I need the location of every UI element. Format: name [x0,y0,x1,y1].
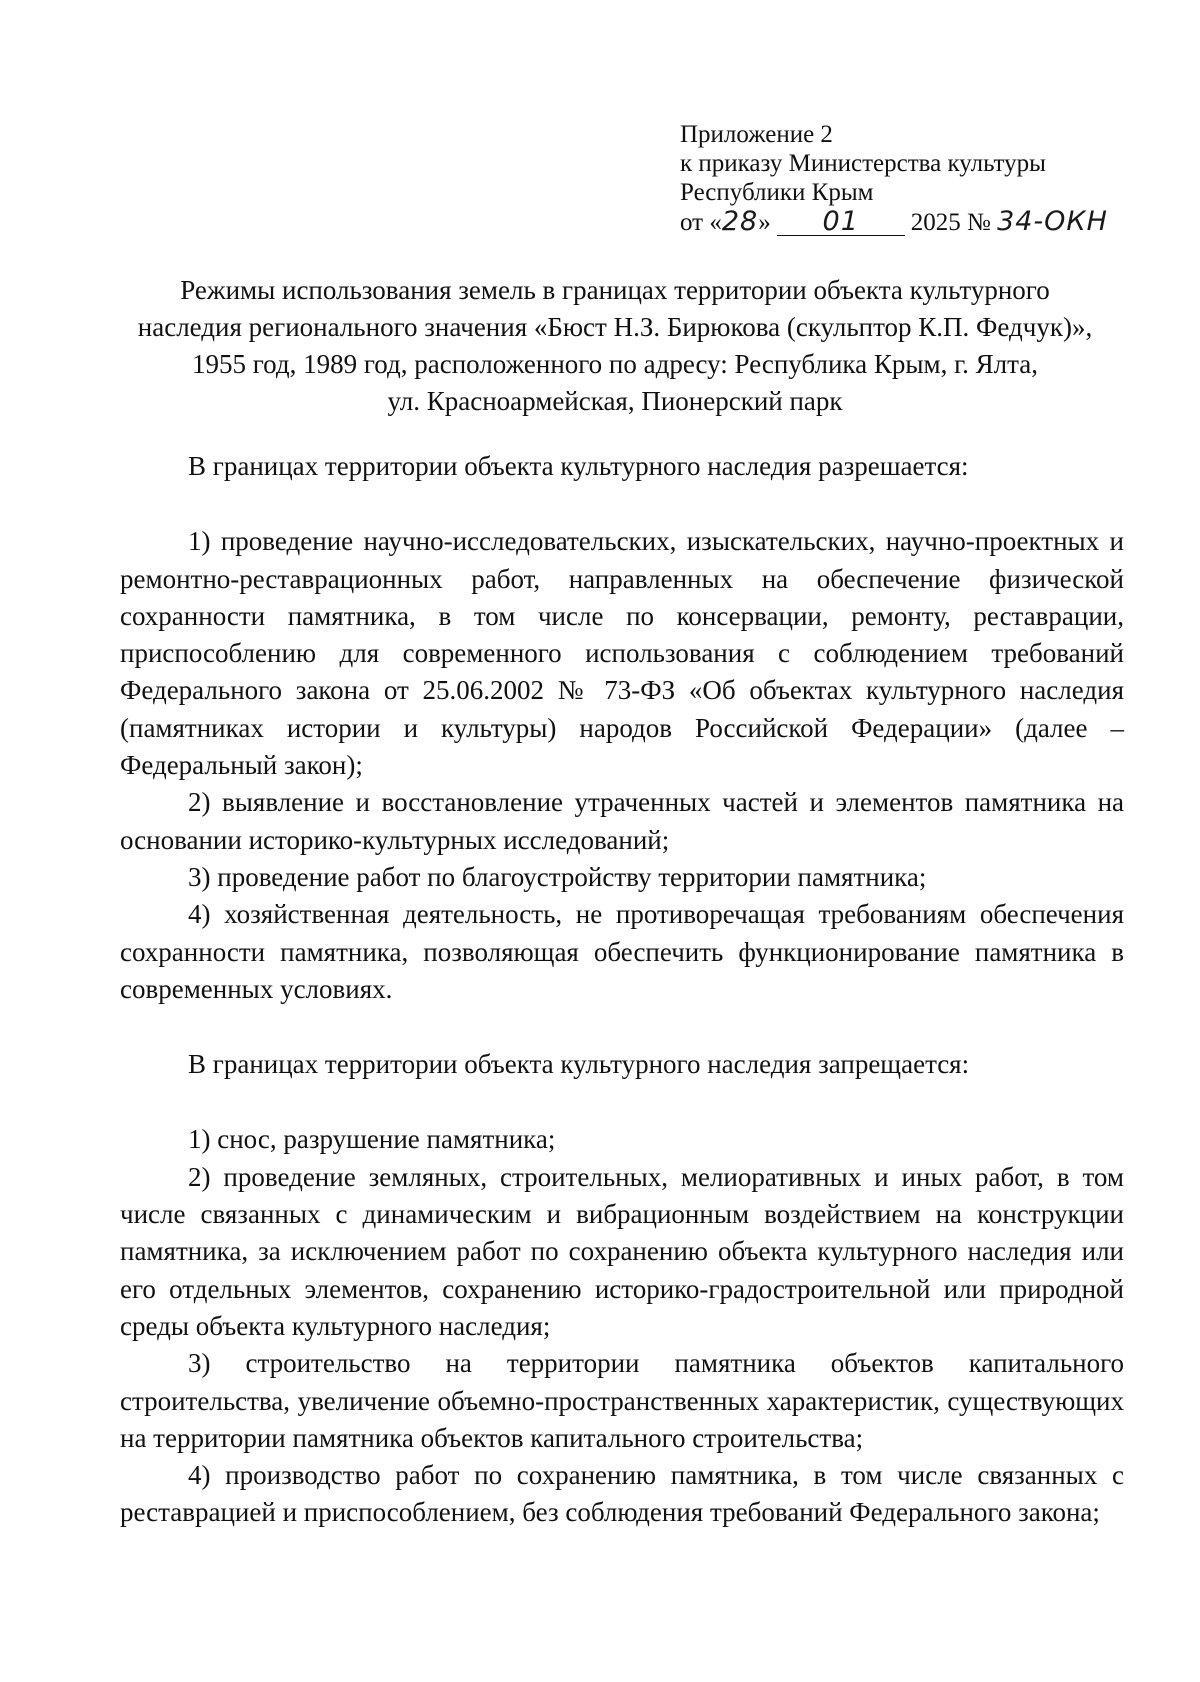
appendix-label: Приложение 2 [680,121,833,148]
title-line: Режимы использования земель в границах территории объекта культурного [180,275,1050,305]
allowed-item: 1) проведение научно-исследовательских, изыскательских, научно-проектных и ремонтно-реставрационных работ, направленных на обеспечение физической сохранности памятника, в том числе по консервации, ремонту, реставрации, приспособлению для современного использования с соблюдением требований Федерального закона от 25.06.2002 № 73-ФЗ «Об объектах культурного наследия (памятниках истории и культуры) народов Российской Федерации» (далее – Федеральный закон); [120,526,1124,781]
republic-name: Республики Крым [680,179,874,206]
document-body [120,448,1124,1532]
date-year: 2025 № [910,209,991,236]
date-quote-close: » [758,209,771,236]
forbidden-item: 2) проведение земляных, строительных, мелиоративных и иных работ, в том числе связанных с динамическим и вибрационным воздействием на конструкции памятника, за исключением работ по сохранению объекта культурного наследия или его отдельных элементов, сохранению историко-градостроительной или природной среды объекта культурного наследия; [120,1161,1124,1341]
order-reference: к приказу Министерства культуры [680,150,1046,177]
date-day-handwritten: 28 [721,206,759,237]
title-line: 1955 год, 1989 год, расположенного по адресу: Республика Крым, г. Ялта, [192,349,1038,379]
allowed-item: 2) выявление и восстановление утраченных частей и элементов памятника на основании историко-культурных исследований; [120,787,1124,855]
appendix-header [680,120,1140,237]
title-line: наследия регионального значения «Бюст Н.З. Бирюкова (скульптор К.П. Федчук)», [137,312,1093,342]
allowed-item: 4) хозяйственная деятельность, не противоречащая требованиям обеспечения сохранности памятника, позволяющая обеспечить функционирование памятника в современных условиях. [120,899,1124,1004]
date-prefix: от « [680,209,722,236]
date-month-handwritten: 01 [777,209,905,236]
title-line: ул. Красноармейская, Пионерский парк [387,386,843,416]
order-number-handwritten: 34-ОКН [997,206,1108,237]
forbidden-heading: В границах территории объекта культурного наследия запрещается: [188,1049,970,1080]
document-title [110,272,1120,420]
forbidden-item: 3) строительство на территории памятника объектов капитального строительства, увеличение объемно-пространственных характеристик, существующих на территории памятника объектов капитального строительства; [120,1348,1124,1453]
forbidden-item: 4) производство работ по сохранению памятника, в том числе связанных с реставрацией и приспособлением, без соблюдения требований Федерального закона; [120,1460,1124,1528]
allowed-heading: В границах территории объекта культурного наследия разрешается: [188,451,969,481]
allowed-item: 3) проведение работ по благоустройству территории памятника; [188,861,927,892]
forbidden-item: 1) снос, разрушение памятника; [188,1124,556,1155]
order-date-line [680,207,1140,237]
